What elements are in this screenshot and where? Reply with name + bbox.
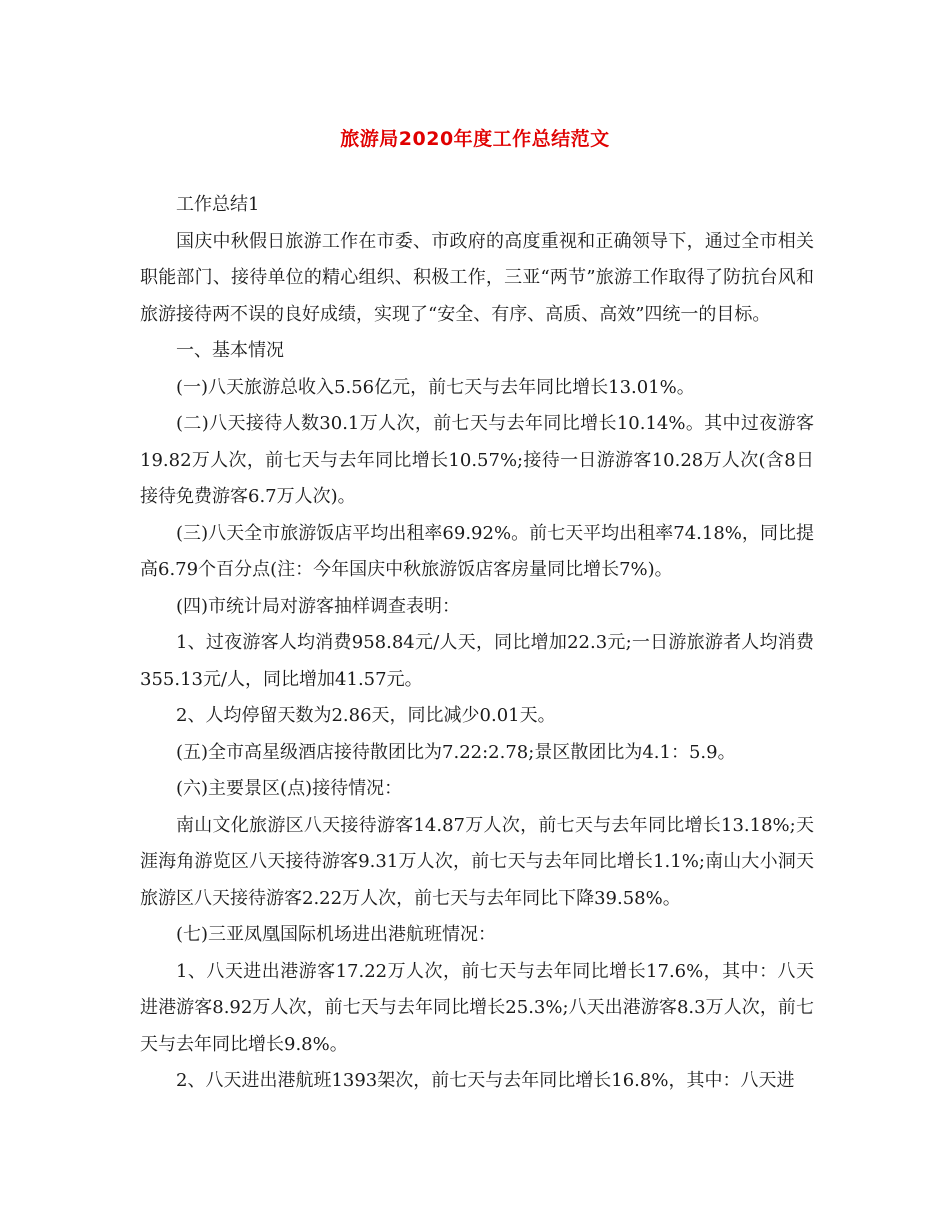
paragraph-section-basic: 一、基本情况 xyxy=(176,340,284,361)
paragraph-item-6: (六)主要景区(点)接待情况： xyxy=(176,778,403,799)
paragraph-item-7-1: 1、八天进出港游客17.22万人次，前七天与去年同比增长17.6%，其中：八天进港游客8.92万人次，前七天与去年同比增长25.3%;八天出港游客8.3万人次，前七天与去年同比增长9.8%。 xyxy=(140,960,814,1055)
document-body xyxy=(140,187,814,1100)
document-title: 旅游局2020年度工作总结范文 xyxy=(340,128,610,150)
paragraph-item-7-2: 2、八天进出港航班1393架次，前七天与去年同比增长16.8%，其中：八天进 xyxy=(176,1070,795,1091)
paragraph-item-4: (四)市统计局对游客抽样调查表明： xyxy=(176,595,461,617)
paragraph-item-6-detail: 南山文化旅游区八天接待游客14.87万人次，前七天与去年同比增长13.18%;天涯海角游览区八天接待游客9.31万人次，前七天与去年同比增长1.1%;南山大小洞天旅游区八天接待游客2.22万人次，前七天与去年同比下降39.58%。 xyxy=(140,814,814,909)
paragraph-summary-heading: 工作总结1 xyxy=(176,194,260,215)
paragraph-item-4-2: 2、人均停留天数为2.86天，同比减少0.01天。 xyxy=(176,705,556,726)
paragraph-item-4-1: 1、过夜游客人均消费958.84元/人天，同比增加22.3元;一日游旅游者人均消费355.13元/人，同比增加41.57元。 xyxy=(140,632,814,690)
paragraph-item-3: (三)八天全市旅游饭店平均出租率69.92%。前七天平均出租率74.18%，同比提高6.79个百分点(注：今年国庆中秋旅游饭店客房量同比增长7%)。 xyxy=(140,522,814,580)
paragraph-intro: 国庆中秋假日旅游工作在市委、市政府的高度重视和正确领导下，通过全市相关职能部门、接待单位的精心组织、积极工作，三亚“两节”旅游工作取得了防抗台风和旅游接待两不误的良好成绩，实现了“安全、有序、高质、高效”四统一的目标。 xyxy=(140,230,814,325)
paragraph-item-5: (五)全市高星级酒店接待散团比为7.22:2.78;景区散团比为4.1：5.9。 xyxy=(176,741,736,763)
paragraph-item-2: (二)八天接待人数30.1万人次，前七天与去年同比增长10.14%。其中过夜游客19.82万人次，前七天与去年同比增长10.57%;接待一日游游客10.28万人次(含8日接待免费游客6.7万人次)。 xyxy=(140,413,814,507)
paragraph-item-7: (七)三亚凤凰国际机场进出港航班情况： xyxy=(176,924,497,945)
paragraph-item-1: (一)八天旅游总收入5.56亿元，前七天与去年同比增长13.01%。 xyxy=(176,376,695,398)
